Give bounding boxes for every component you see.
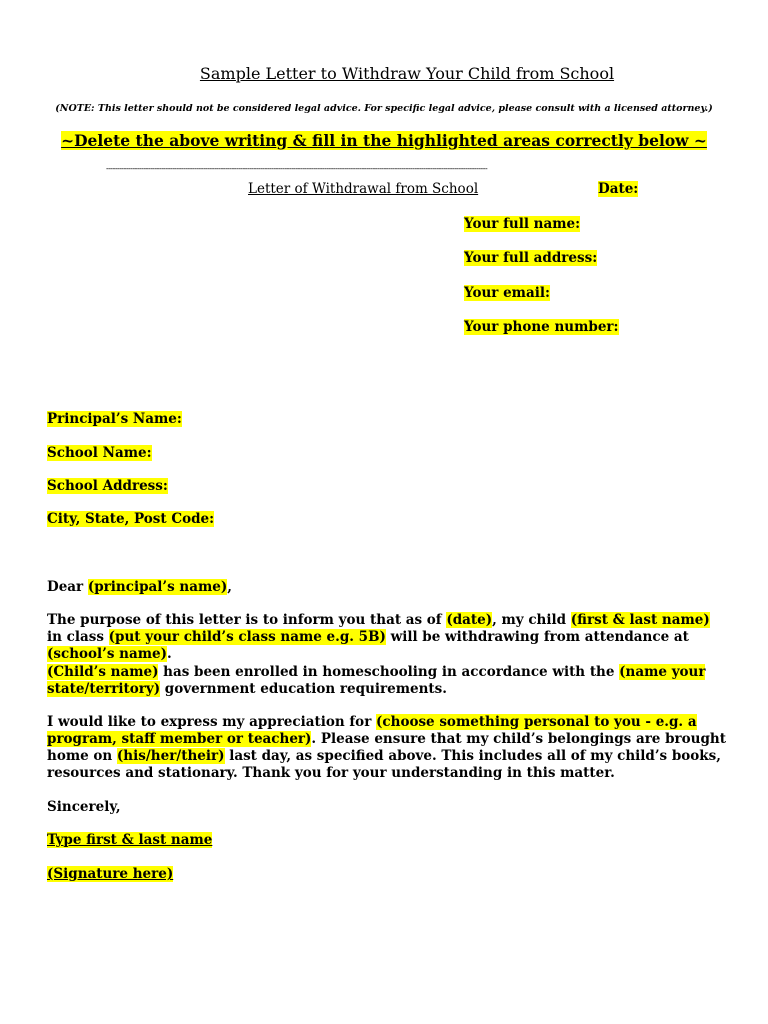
- pronoun-placeholder[interactable]: (his/her/their): [116, 748, 225, 764]
- principal-name-label: Principal’s Name:: [47, 411, 182, 427]
- paragraph-text: will be withdrawing from attendance at: [385, 629, 689, 645]
- sender-address[interactable]: [464, 250, 597, 267]
- date-label: Date:: [598, 181, 639, 197]
- instruction-text: ~Delete the above writing & fill in the highlighted areas correctly below ~: [61, 131, 707, 150]
- state-territory-placeholder[interactable]: (name your state/territory): [47, 664, 706, 697]
- sender-address-label: Your full address:: [464, 250, 598, 266]
- signoff-name-label: Type first & last name: [47, 832, 213, 848]
- signature-field[interactable]: [47, 866, 173, 883]
- sender-full-name[interactable]: [464, 216, 580, 233]
- sender-email-label: Your email:: [464, 285, 550, 301]
- salutation-suffix: ,: [227, 579, 232, 595]
- school-name-placeholder[interactable]: (school’s name): [47, 646, 167, 662]
- paragraph-text: The purpose of this letter is to inform you that as of: [47, 612, 447, 628]
- instruction-banner: [0, 131, 768, 151]
- paragraph-text: last day, as specified above. This includes all of my child’s books, resources and stationary. Thank you for your understanding in this matter.: [47, 748, 721, 781]
- date-placeholder[interactable]: (date): [446, 612, 493, 628]
- salutation: [47, 579, 727, 596]
- school-address-label: School Address:: [47, 478, 168, 494]
- child-name-placeholder[interactable]: (first & last name): [570, 612, 710, 628]
- principal-name-placeholder[interactable]: (principal’s name): [87, 579, 228, 595]
- child-name-placeholder[interactable]: (Child’s name): [47, 664, 159, 680]
- recipient-school-name[interactable]: [47, 445, 152, 462]
- salutation-prefix: Dear: [47, 579, 88, 595]
- document-title: Sample Letter to Withdraw Your Child from School: [199, 64, 615, 83]
- paragraph-text: in class: [47, 629, 109, 645]
- paragraph-text: , my child: [492, 612, 571, 628]
- recipient-school-address[interactable]: [47, 478, 168, 495]
- date-field[interactable]: [598, 181, 638, 198]
- paragraph-homeschooling: [47, 664, 727, 698]
- recipient-principal-name[interactable]: [47, 411, 182, 428]
- school-name-label: School Name:: [47, 445, 152, 461]
- closing: Sincerely,: [47, 799, 121, 815]
- sender-phone[interactable]: [464, 319, 619, 336]
- paragraph-text: has been enrolled in homeschooling in accordance with the: [158, 664, 620, 680]
- sender-full-name-label: Your full name:: [464, 216, 581, 232]
- recipient-city-state[interactable]: [47, 511, 214, 528]
- paragraph-text: government education requirements.: [160, 681, 447, 697]
- appreciation-placeholder[interactable]: (choose something personal to you - e.g. a program, staff member or teacher): [47, 714, 697, 747]
- paragraph-text: .: [166, 646, 172, 662]
- paragraph-text: . Please ensure that my child’s belongings are brought home on: [47, 731, 726, 764]
- legal-note: (NOTE: This letter should not be considered legal advice. For specific legal advice, please consult with a licensed attorney.): [55, 103, 713, 114]
- class-name-placeholder[interactable]: (put your child’s class name e.g. 5B): [108, 629, 386, 645]
- paragraph-appreciation: [47, 714, 727, 782]
- sender-email[interactable]: [464, 285, 550, 302]
- paragraph-text: I would like to express my appreciation for: [47, 714, 377, 730]
- letter-heading: Letter of Withdrawal from School: [248, 181, 479, 197]
- sender-phone-label: Your phone number:: [464, 319, 619, 335]
- signoff-name-field[interactable]: [47, 832, 212, 849]
- city-state-postcode-label: City, State, Post Code:: [47, 511, 215, 527]
- signature-label: (Signature here): [47, 866, 174, 882]
- divider-line: -----------------------------------------------------------------------------------------------------------------------------------------------------------------------------: [106, 164, 488, 173]
- paragraph-purpose: [47, 612, 727, 663]
